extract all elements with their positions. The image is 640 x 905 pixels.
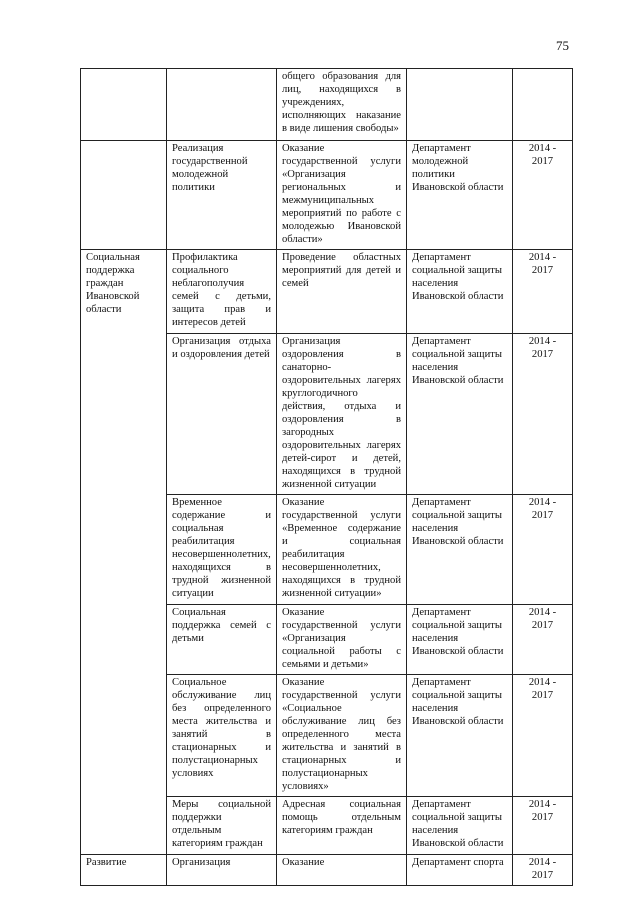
service-cell: Оказание <box>277 855 407 886</box>
service-cell: Проведение областных мероприятий для детей и семей <box>277 250 407 334</box>
term-cell: 2014 - 2017 <box>513 797 573 855</box>
executor-cell: Департамент социальной защиты населения Ивановской области <box>407 605 513 675</box>
area-cell: Развитие <box>81 855 167 886</box>
measure-cell: Профилактика социального неблагополучия семей с детьми, защита прав и интересов детей <box>167 250 277 334</box>
table-row <box>81 69 573 141</box>
executor-cell: Департамент социальной защиты населения Ивановской области <box>407 675 513 797</box>
term-cell: 2014 - 2017 <box>513 141 573 250</box>
executor-cell: Департамент социальной защиты населения Ивановской области <box>407 495 513 605</box>
service-cell: Адресная социальная помощь отдельным категориям граждан <box>277 797 407 855</box>
service-cell: Оказание государственной услуги «Организация региональных и межмуниципальных мероприятий по работе с молодежью Ивановской области» <box>277 141 407 250</box>
area-cell <box>81 69 167 141</box>
measure-cell: Меры социальной поддержки отдельным категориям граждан <box>167 797 277 855</box>
term-cell: 2014 - 2017 <box>513 495 573 605</box>
executor-cell: Департамент спорта <box>407 855 513 886</box>
executor-cell <box>407 69 513 141</box>
table-row <box>81 855 573 886</box>
term-cell: 2014 - 2017 <box>513 334 573 495</box>
executor-cell: Департамент молодежной политики Ивановской области <box>407 141 513 250</box>
measure-cell: Социальное обслуживание лиц без определенного места жительства и занятий в стационарных и полустационарных условиях <box>167 675 277 797</box>
term-cell <box>513 69 573 141</box>
service-cell: Оказание государственной услуги «Социальное обслуживание лиц без определенного места жительства и занятий в стационарных и полустационарных условиях» <box>277 675 407 797</box>
term-cell: 2014 - 2017 <box>513 855 573 886</box>
area-cell: Социальная поддержка граждан Ивановской области <box>81 250 167 855</box>
service-cell: общего образования для лиц, находящихся в учреждениях, исполняющих наказание в виде лишения свободы» <box>277 69 407 141</box>
measure-cell: Временное содержание и социальная реабилитация несовершеннолетних, находящихся в трудной жизненной ситуации <box>167 495 277 605</box>
service-cell: Оказание государственной услуги «Временное содержание и социальная реабилитация несовершеннолетних, находящихся в трудной жизненной ситуации» <box>277 495 407 605</box>
table-row <box>81 141 573 250</box>
term-cell: 2014 - 2017 <box>513 250 573 334</box>
executor-cell: Департамент социальной защиты населения Ивановской области <box>407 334 513 495</box>
page-number: 75 <box>556 38 569 53</box>
table-row <box>81 250 573 334</box>
service-cell: Оказание государственной услуги «Организация социальной работы с семьями и детьми» <box>277 605 407 675</box>
term-cell: 2014 - 2017 <box>513 675 573 797</box>
programs-table <box>80 68 573 886</box>
measure-cell: Социальная поддержка семей с детьми <box>167 605 277 675</box>
measure-cell: Организация <box>167 855 277 886</box>
executor-cell: Департамент социальной защиты населения Ивановской области <box>407 250 513 334</box>
measure-cell <box>167 69 277 141</box>
measure-cell: Реализация государственной молодежной политики <box>167 141 277 250</box>
executor-cell: Департамент социальной защиты населения Ивановской области <box>407 797 513 855</box>
measure-cell: Организация отдыха и оздоровления детей <box>167 334 277 495</box>
term-cell: 2014 - 2017 <box>513 605 573 675</box>
area-cell <box>81 141 167 250</box>
service-cell: Организация оздоровления в санаторно-оздоровительных лагерях круглогодичного действия, отдыха и оздоровления в загородных оздоровительных лагерях детей-сирот и детей, находящихся в трудной жизненной ситуации <box>277 334 407 495</box>
